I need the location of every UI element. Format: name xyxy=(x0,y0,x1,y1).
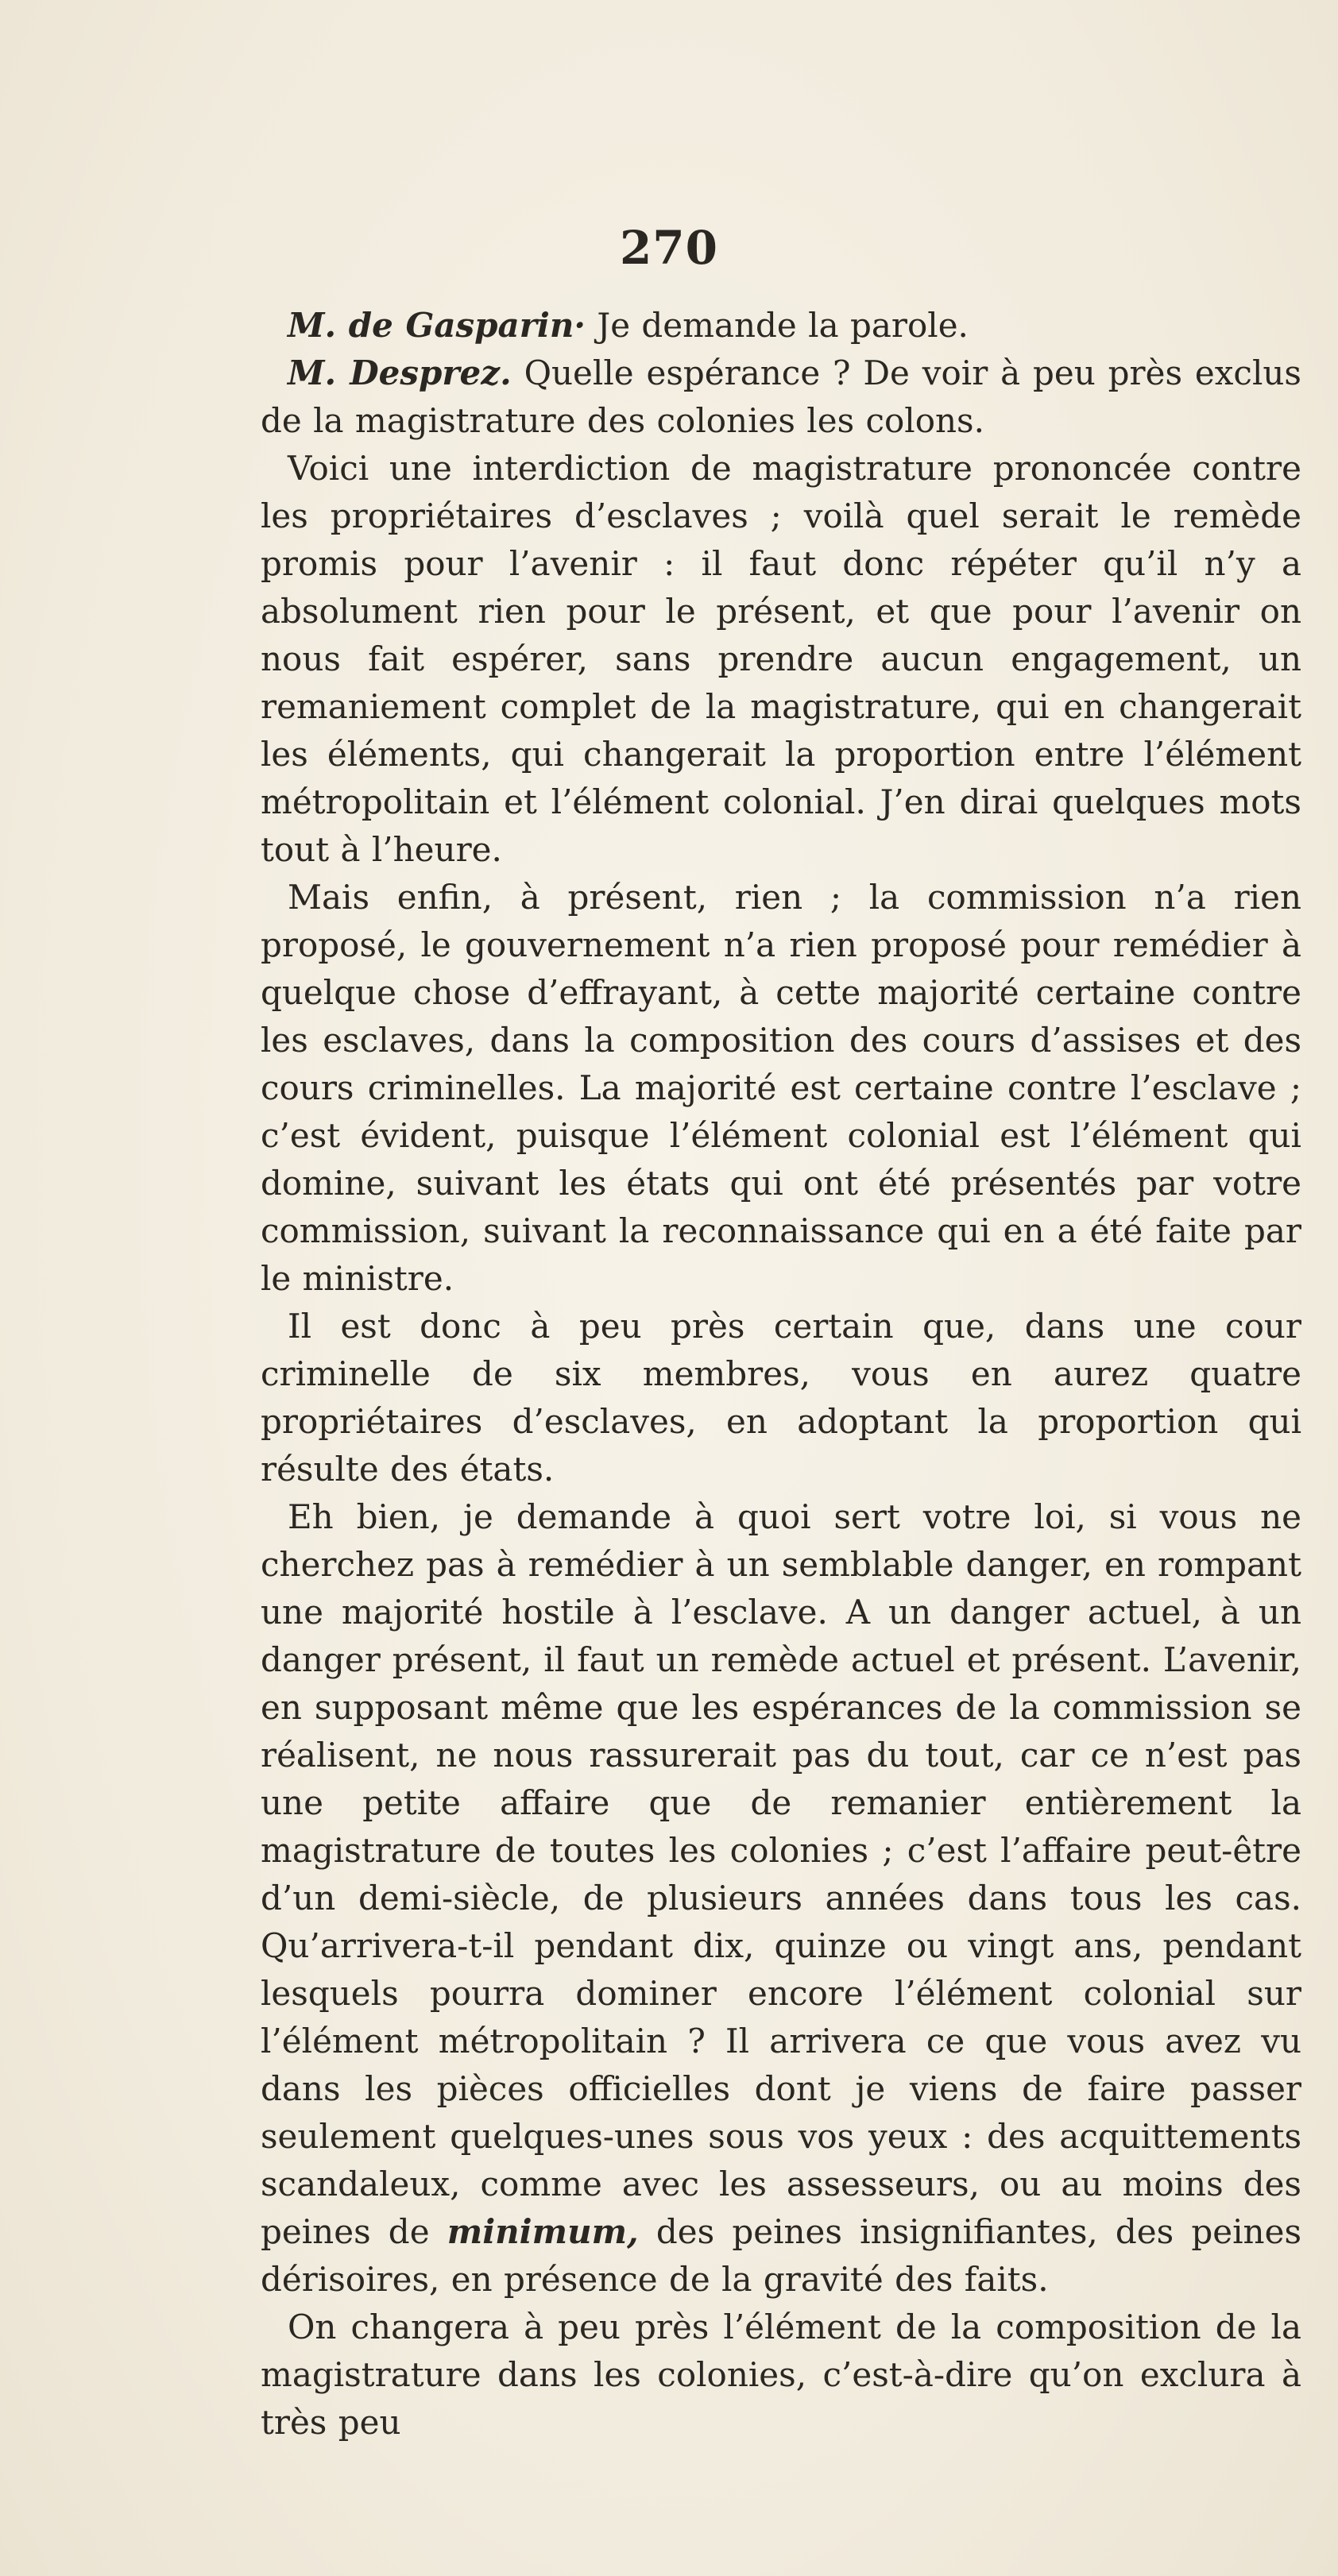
speaker-name: M. de Gasparin· xyxy=(288,306,586,345)
paragraph-5 xyxy=(261,1303,1301,1493)
emphasis-minimum: minimum, xyxy=(447,2212,639,2251)
paragraph-text: Eh bien, je demande à quoi sert votre loi, si vous ne cherchez pas à remédier à un semblable danger, en rompant une majorité hostile à l’esclave. A un danger actuel, à un danger présent, il faut un remède actuel et présent. L’avenir, en supposant même que les espérances de la commission se réalisent, ne nous rassurerait pas du tout, car ce n’est pas une petite affaire que de remanier entièrement la magistrature de toutes les colonies ; c’est l’affaire peut-être d’un demi-siècle, de plusieurs années dans tous les cas. Qu’arrivera-t-il pendant dix, quinze ou vingt ans, pendant lesquels pourra dominer encore l’élément colonial sur l’élément métropolitain ? Il arrivera ce que vous avez vu dans les pièces officielles dont je viens de faire passer seulement quelques-unes sous vos yeux : des acquittements scandaleux, comme avec les assesseurs, ou au moins des peines de xyxy=(261,1497,1301,2251)
speaker-name: M. Desprez. xyxy=(288,353,512,392)
paragraph-text: On changera à peu près l’élément de la composition de la magistrature dans les colonies, c’est-à-dire qu’on exclura à très peu xyxy=(261,2308,1301,2442)
paragraph-6 xyxy=(261,1493,1301,2304)
paragraph-text: Voici une interdiction de magistrature prononcée contre les propriétaires d’esclaves ; voilà quel serait le remède promis pour l’avenir : il faut donc répéter qu’il n’y a absolument rien pour le présent, et que pour l’avenir on nous fait espérer, sans prendre aucun engagement, un remaniement complet de la magistrature, qui en changerait les éléments, qui changerait la proportion entre l’élément métropolitain et l’élément colonial. J’en dirai quelques mots tout à l’heure. xyxy=(261,449,1301,869)
paragraph-text-tail: des peines insignifiantes, des peines dérisoires, en présence de la gravité des faits. xyxy=(261,2212,1302,2299)
paragraph-2 xyxy=(261,350,1301,445)
paragraph-text: Il est donc à peu près certain que, dans une cour criminelle de six membres, vous en aurez quatre propriétaires d’esclaves, en adoptant la proportion qui résulte des états. xyxy=(261,1307,1301,1489)
paragraph-4 xyxy=(261,874,1301,1303)
paragraph-text: Mais enfin, à présent, rien ; la commission n’a rien proposé, le gouvernement n’a rien proposé pour remédier à quelque chose d’effrayant, à cette majorité certaine contre les esclaves, dans la composition des cours d’assises et des cours criminelles. La majorité est certaine contre l’esclave ; c’est évident, puisque l’élément colonial est l’élément qui domine, suivant les états qui ont été présentés par votre commission, suivant la reconnaissance qui en a été faite par le ministre. xyxy=(261,878,1301,1298)
page-number: 270 xyxy=(619,221,719,275)
paragraph-3 xyxy=(261,445,1301,874)
body-text xyxy=(261,302,1301,2447)
paragraph-text: Quelle espérance ? De voir à peu près exclus de la magistrature des colonies les colons. xyxy=(261,353,1301,440)
paragraph-7 xyxy=(261,2304,1301,2447)
paragraph-text: Je demande la parole. xyxy=(586,306,969,345)
paragraph-1 xyxy=(261,302,1301,350)
